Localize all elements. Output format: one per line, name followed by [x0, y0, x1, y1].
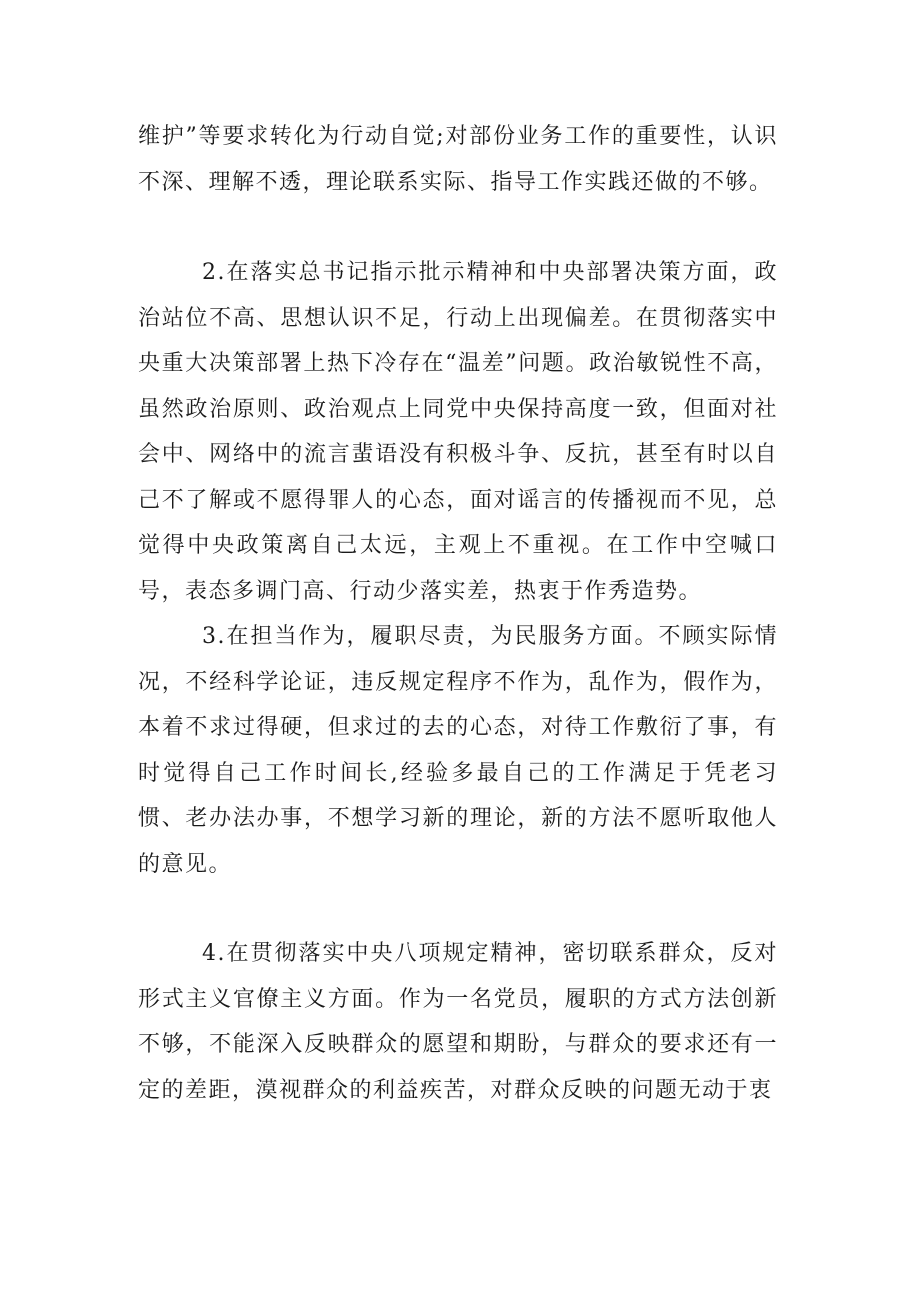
paragraph-text: 4.在贯彻落实中央八项规定精神，密切联系群众，反对形式主义官僚主义方面。作为一名党员，履职的方式方法创新不够，不能深入反映群众的愿望和期盼，与群众的要求还有一定的差距，漠视群众的利益疾苦，对群众反映的问题无动于衷	[138, 941, 778, 1103]
paragraph-item-3	[138, 614, 778, 887]
paragraph-text: 3.在担当作为，履职尽责，为民服务方面。不顾实际情况，不经科学论证，违反规定程序不作为，乱作为，假作为，本着不求过得硬，但求过的去的心态，对待工作敷衍了事，有时觉得自己工作时间长,经验多最自己的工作满足于凭老习惯、老办法办事，不想学习新的理论，新的方法不愿听取他人的意见。	[138, 624, 778, 877]
paragraph-item-2	[138, 250, 778, 614]
paragraph-text: 维护”等要求转化为行动自觉;对部份业务工作的重要性，认识不深、理解不透，理论联系实际、指导工作实践还做的不够。	[138, 124, 778, 195]
paragraph-text: 2.在落实总书记指示批示精神和中央部署决策方面，政治站位不高、思想认识不足，行动上出现偏差。在贯彻落实中央重大决策部署上热下冷存在“温差”问题。政治敏锐性不高，虽然政治原则、政治观点上同党中央保持高度一致，但面对社会中、网络中的流言蜚语没有积极斗争、反抗，甚至有时以自己不了解或不愿得罪人的心态，面对谣言的传播视而不见，总觉得中央政策离自己太远，主观上不重视。在工作中空喊口号，表态多调门高、行动少落实差，热衷于作秀造势。	[138, 260, 778, 604]
paragraph-continued	[138, 114, 778, 205]
paragraph-item-4	[138, 931, 778, 1113]
